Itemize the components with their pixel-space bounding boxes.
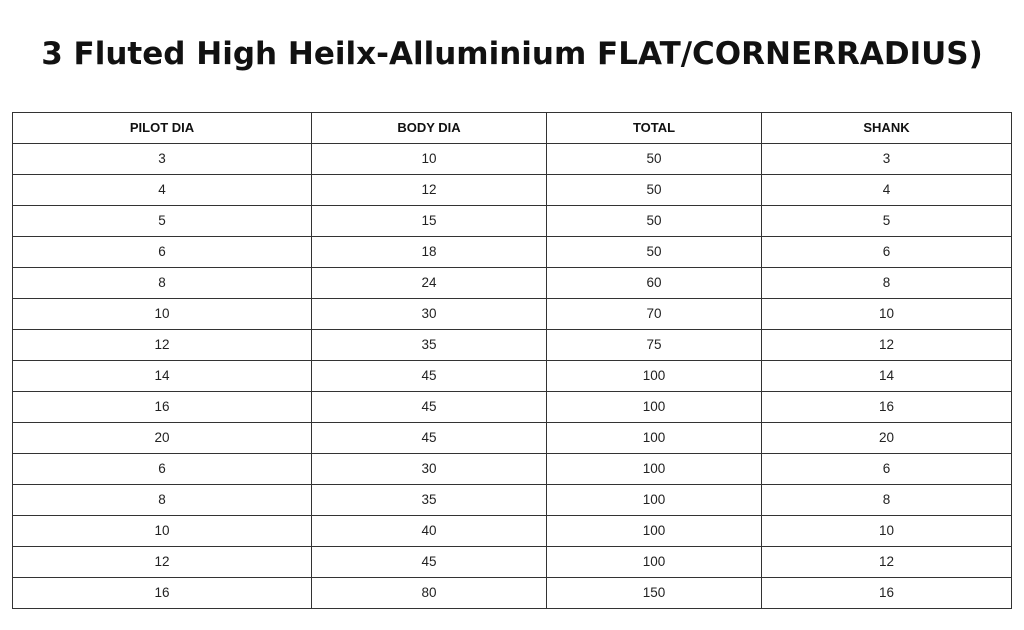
pilot-dia-cell: 12	[13, 547, 312, 578]
total-cell: 150	[547, 578, 762, 609]
total-cell: 100	[547, 454, 762, 485]
header-pilot-dia: PILOT DIA	[13, 113, 312, 144]
body-dia-cell: 80	[312, 578, 547, 609]
table-row	[13, 547, 1012, 578]
shank-cell: 14	[762, 361, 1012, 392]
header-shank: SHANK	[762, 113, 1012, 144]
total-cell: 50	[547, 175, 762, 206]
body-dia-cell: 30	[312, 454, 547, 485]
shank-cell: 8	[762, 485, 1012, 516]
body-dia-cell: 45	[312, 361, 547, 392]
body-dia-cell: 15	[312, 206, 547, 237]
shank-cell: 6	[762, 454, 1012, 485]
pilot-dia-cell: 4	[13, 175, 312, 206]
total-cell: 100	[547, 392, 762, 423]
body-dia-cell: 35	[312, 330, 547, 361]
shank-cell: 20	[762, 423, 1012, 454]
table-row	[13, 237, 1012, 268]
table-row	[13, 144, 1012, 175]
body-dia-cell: 45	[312, 547, 547, 578]
pilot-dia-cell: 14	[13, 361, 312, 392]
body-dia-cell: 18	[312, 237, 547, 268]
table-row	[13, 299, 1012, 330]
pilot-dia-cell: 8	[13, 485, 312, 516]
shank-cell: 10	[762, 299, 1012, 330]
shank-cell: 8	[762, 268, 1012, 299]
pilot-dia-cell: 6	[13, 237, 312, 268]
table-row	[13, 454, 1012, 485]
table-row	[13, 516, 1012, 547]
shank-cell: 5	[762, 206, 1012, 237]
table-row	[13, 485, 1012, 516]
spec-table	[12, 112, 1012, 609]
shank-cell: 3	[762, 144, 1012, 175]
table-row	[13, 361, 1012, 392]
shank-cell: 12	[762, 330, 1012, 361]
total-cell: 50	[547, 144, 762, 175]
pilot-dia-cell: 16	[13, 392, 312, 423]
table-row	[13, 175, 1012, 206]
total-cell: 60	[547, 268, 762, 299]
pilot-dia-cell: 3	[13, 144, 312, 175]
body-dia-cell: 10	[312, 144, 547, 175]
pilot-dia-cell: 12	[13, 330, 312, 361]
total-cell: 100	[547, 423, 762, 454]
pilot-dia-cell: 16	[13, 578, 312, 609]
table-header	[13, 113, 1012, 144]
shank-cell: 4	[762, 175, 1012, 206]
pilot-dia-cell: 6	[13, 454, 312, 485]
body-dia-cell: 12	[312, 175, 547, 206]
body-dia-cell: 45	[312, 423, 547, 454]
body-dia-cell: 35	[312, 485, 547, 516]
shank-cell: 12	[762, 547, 1012, 578]
header-body-dia: BODY DIA	[312, 113, 547, 144]
table-row	[13, 392, 1012, 423]
shank-cell: 6	[762, 237, 1012, 268]
pilot-dia-cell: 8	[13, 268, 312, 299]
total-cell: 75	[547, 330, 762, 361]
table-row	[13, 268, 1012, 299]
body-dia-cell: 45	[312, 392, 547, 423]
table-row	[13, 206, 1012, 237]
pilot-dia-cell: 10	[13, 299, 312, 330]
page-title: 3 Fluted High Heilx-Alluminium FLAT/CORNERRADIUS)	[41, 36, 983, 72]
total-cell: 50	[547, 206, 762, 237]
table-row	[13, 578, 1012, 609]
total-cell: 100	[547, 516, 762, 547]
shank-cell: 10	[762, 516, 1012, 547]
body-dia-cell: 40	[312, 516, 547, 547]
table-row	[13, 423, 1012, 454]
total-cell: 50	[547, 237, 762, 268]
pilot-dia-cell: 20	[13, 423, 312, 454]
total-cell: 70	[547, 299, 762, 330]
header-row	[13, 113, 1012, 144]
pilot-dia-cell: 5	[13, 206, 312, 237]
total-cell: 100	[547, 361, 762, 392]
shank-cell: 16	[762, 392, 1012, 423]
total-cell: 100	[547, 547, 762, 578]
body-dia-cell: 24	[312, 268, 547, 299]
shank-cell: 16	[762, 578, 1012, 609]
total-cell: 100	[547, 485, 762, 516]
table-row	[13, 330, 1012, 361]
table-body	[13, 144, 1012, 609]
pilot-dia-cell: 10	[13, 516, 312, 547]
header-total: TOTAL	[547, 113, 762, 144]
body-dia-cell: 30	[312, 299, 547, 330]
